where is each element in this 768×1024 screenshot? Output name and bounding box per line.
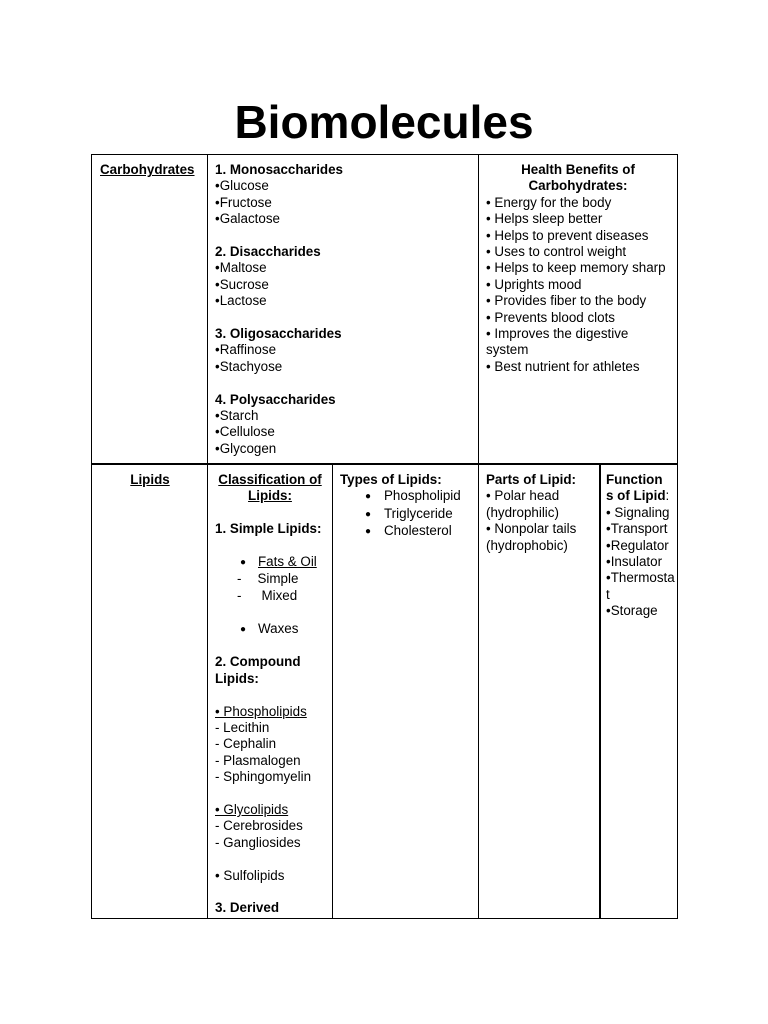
list-item: •Galactose	[215, 211, 280, 227]
simple-label: Simple	[257, 571, 299, 587]
sulfolipids-label: • Sulfolipids	[215, 867, 285, 883]
list-item	[340, 506, 471, 523]
list-item: • Polar head (hydrophilic)	[486, 488, 560, 520]
page-title: Biomolecules	[234, 96, 534, 148]
list-item: - Simple	[237, 571, 299, 587]
lipids-parts-cell	[479, 465, 599, 917]
classification-heading: Lipids:	[248, 488, 292, 504]
list-item: •Storage	[606, 603, 658, 619]
glycolipids-label: • Glycolipids	[215, 802, 289, 818]
list-item: •Sucrose	[215, 276, 269, 292]
bullet-icon: ●	[364, 508, 372, 520]
functions-heading-colon: :	[665, 488, 670, 504]
type-label: Phospholipid	[384, 488, 461, 504]
list-item: •Regulator	[606, 537, 669, 553]
list-item: - Mixed	[237, 587, 298, 603]
lipids-types-cell	[333, 465, 478, 917]
compound-lipids-heading: 2. Compound	[215, 654, 301, 670]
list-item: • Best nutrient for athletes	[486, 358, 640, 374]
list-item: - Plasmalogen	[215, 752, 301, 768]
list-item: - Cerebrosides	[215, 818, 303, 834]
list-item: • Signaling	[606, 504, 670, 520]
compound-lipids-heading: Lipids:	[215, 670, 259, 686]
simple-lipids-heading: 1. Simple Lipids:	[215, 521, 322, 537]
list-item: •Insulator	[606, 554, 663, 570]
list-item: • Uses to control weight	[486, 244, 627, 260]
benefits-heading: Carbohydrates:	[528, 178, 628, 194]
list-item: • Uprights mood	[486, 276, 582, 292]
list-item: •Transport	[606, 521, 668, 537]
carbohydrates-types-cell	[208, 155, 478, 463]
group-heading: 4. Polysaccharides	[215, 391, 336, 407]
list-item	[215, 621, 325, 638]
group-heading: 3. Oligosaccharides	[215, 326, 342, 342]
list-item: • Prevents blood clots	[486, 309, 615, 325]
classification-heading: Classification of	[218, 472, 322, 487]
bullet-icon: ●	[239, 557, 247, 568]
bullet-icon: ●	[364, 526, 372, 538]
list-item	[340, 523, 471, 540]
list-item	[215, 554, 325, 571]
list-item: •Glycogen	[215, 440, 277, 456]
derived-lipids-heading: 3. Derived	[215, 900, 280, 916]
list-item: •Starch	[215, 408, 259, 424]
carbohydrates-benefits-cell	[479, 155, 677, 463]
functions-heading-row	[606, 488, 675, 504]
carbohydrates-label-cell	[93, 155, 207, 463]
list-item: - Gangliosides	[215, 834, 301, 850]
type-label: Triglyceride	[384, 505, 453, 521]
list-item: •Cellulose	[215, 424, 275, 440]
list-item: - Lecithin	[215, 720, 270, 736]
waxes-label: Waxes	[258, 620, 299, 636]
group-heading: 1. Monosaccharides	[215, 162, 344, 177]
parts-heading: Parts of Lipid:	[486, 472, 577, 487]
list-item: • Energy for the body	[486, 194, 612, 210]
list-item: - Sphingomyelin	[215, 769, 312, 785]
lipids-label: Lipids	[130, 472, 170, 487]
lipids-label-cell	[93, 465, 207, 917]
lipids-classification-cell	[208, 465, 332, 917]
list-item: •Lactose	[215, 293, 267, 309]
list-item: - Cephalin	[215, 736, 277, 752]
carbohydrates-label: Carbohydrates	[100, 162, 195, 177]
list-item: •Thermostat	[606, 570, 675, 602]
list-item: •Maltose	[215, 260, 267, 276]
list-item: •Raffinose	[215, 342, 277, 358]
list-item: •Fructose	[215, 194, 272, 210]
list-item: • Improves the digestive system	[486, 326, 629, 358]
benefits-heading: Health Benefits of	[521, 162, 635, 177]
bullet-icon: ●	[239, 623, 247, 635]
types-heading: Types of Lipids:	[340, 472, 442, 487]
functions-heading: s of Lipid	[606, 488, 666, 504]
biomolecules-table	[91, 154, 678, 919]
lipids-functions-cell	[601, 465, 677, 917]
list-item: • Helps sleep better	[486, 211, 603, 227]
list-item: • Helps to prevent diseases	[486, 227, 649, 243]
type-label: Cholesterol	[384, 523, 452, 539]
list-item: •Stachyose	[215, 358, 283, 374]
list-item: • Nonpolar tails (hydrophobic)	[486, 521, 577, 553]
list-item: • Provides fiber to the body	[486, 293, 647, 309]
list-item: •Glucose	[215, 178, 269, 194]
list-item	[340, 488, 471, 505]
phospholipids-label: • Phospholipids	[215, 703, 307, 719]
functions-heading: Function	[606, 472, 663, 487]
mixed-label: Mixed	[261, 587, 298, 603]
group-heading: 2. Disaccharides	[215, 244, 321, 260]
fats-oil-label: Fats & Oil	[258, 554, 317, 569]
list-item: • Helps to keep memory sharp	[486, 260, 666, 276]
bullet-icon: ●	[364, 491, 372, 503]
